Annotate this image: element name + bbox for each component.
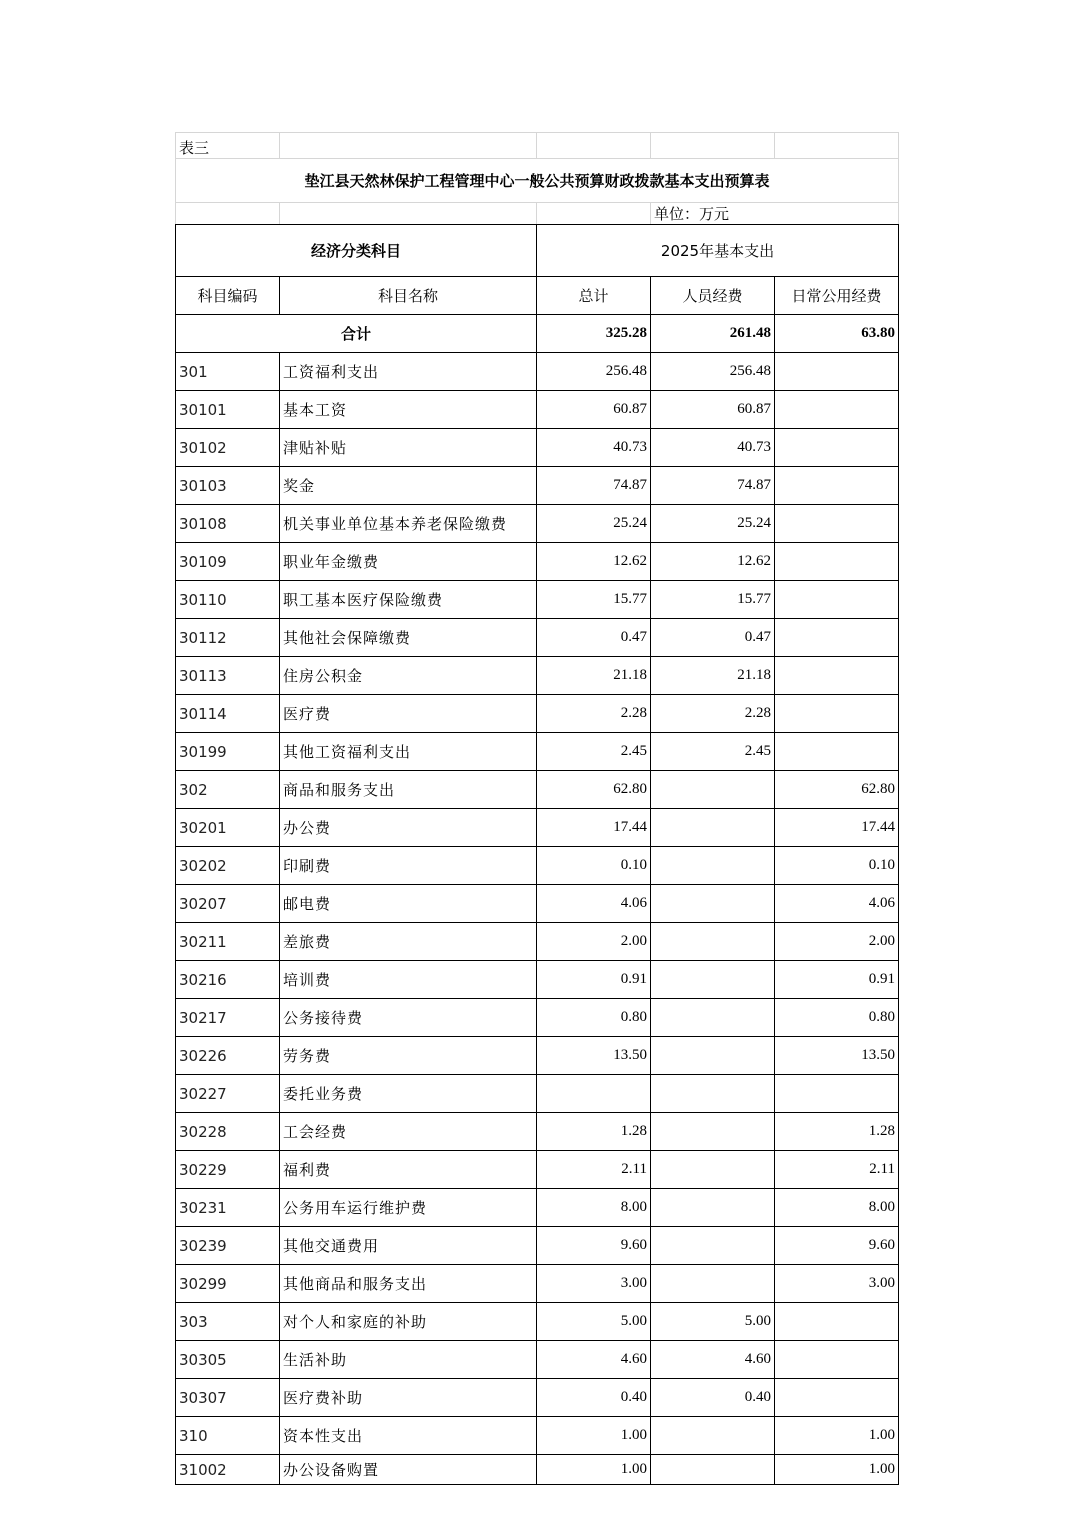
row-code: 30112 [176, 619, 280, 657]
row-personnel [651, 961, 775, 999]
row-code: 30228 [176, 1113, 280, 1151]
row-public: 3.00 [775, 1265, 899, 1303]
table-row [176, 1455, 899, 1485]
row-public: 13.50 [775, 1037, 899, 1075]
row-total: 0.40 [537, 1379, 651, 1417]
table-row [176, 467, 899, 505]
row-total: 12.62 [537, 543, 651, 581]
row-name: 其他交通费用 [280, 1227, 537, 1265]
row-public [775, 657, 899, 695]
column-header-row [176, 277, 899, 315]
row-public [775, 505, 899, 543]
table-row [176, 581, 899, 619]
row-total: 1.28 [537, 1113, 651, 1151]
row-code: 30216 [176, 961, 280, 999]
row-code: 301 [176, 353, 280, 391]
column-header-personnel: 人员经费 [651, 277, 775, 315]
row-name: 职业年金缴费 [280, 543, 537, 581]
row-total: 25.24 [537, 505, 651, 543]
row-personnel: 2.28 [651, 695, 775, 733]
column-header-name: 科目名称 [280, 277, 537, 315]
row-total: 2.11 [537, 1151, 651, 1189]
row-personnel: 256.48 [651, 353, 775, 391]
row-personnel [651, 1037, 775, 1075]
row-name: 培训费 [280, 961, 537, 999]
row-total: 256.48 [537, 353, 651, 391]
category-group-header: 经济分类科目 [176, 225, 537, 277]
row-personnel: 0.40 [651, 1379, 775, 1417]
row-personnel: 0.47 [651, 619, 775, 657]
row-code: 30307 [176, 1379, 280, 1417]
row-total: 2.00 [537, 923, 651, 961]
row-public: 62.80 [775, 771, 899, 809]
row-personnel [651, 885, 775, 923]
table-row [176, 657, 899, 695]
row-personnel: 5.00 [651, 1303, 775, 1341]
row-code: 30114 [176, 695, 280, 733]
table-row [176, 885, 899, 923]
row-code: 310 [176, 1417, 280, 1455]
row-personnel: 25.24 [651, 505, 775, 543]
row-name: 资本性支出 [280, 1417, 537, 1455]
row-total: 15.77 [537, 581, 651, 619]
column-header-code: 科目编码 [176, 277, 280, 315]
row-public: 0.80 [775, 999, 899, 1037]
row-code: 30113 [176, 657, 280, 695]
table-row [176, 1113, 899, 1151]
row-total: 4.06 [537, 885, 651, 923]
row-public [775, 581, 899, 619]
row-personnel: 15.77 [651, 581, 775, 619]
row-total: 60.87 [537, 391, 651, 429]
unit-row [176, 203, 899, 225]
row-personnel [651, 1151, 775, 1189]
row-public [775, 733, 899, 771]
row-name: 商品和服务支出 [280, 771, 537, 809]
row-name: 办公费 [280, 809, 537, 847]
row-public [775, 1303, 899, 1341]
row-public [775, 619, 899, 657]
row-name: 公务接待费 [280, 999, 537, 1037]
row-personnel [651, 1227, 775, 1265]
table-row [176, 1265, 899, 1303]
table-row [176, 1151, 899, 1189]
table-row [176, 505, 899, 543]
row-public: 1.00 [775, 1455, 899, 1485]
row-public [775, 1075, 899, 1113]
row-personnel [651, 999, 775, 1037]
row-name: 津贴补贴 [280, 429, 537, 467]
row-name: 生活补助 [280, 1341, 537, 1379]
table-row [176, 999, 899, 1037]
table-row [176, 847, 899, 885]
row-code: 30305 [176, 1341, 280, 1379]
row-name: 邮电费 [280, 885, 537, 923]
row-personnel [651, 1417, 775, 1455]
total-label: 合计 [176, 315, 537, 353]
table-row [176, 429, 899, 467]
row-personnel: 40.73 [651, 429, 775, 467]
row-personnel: 60.87 [651, 391, 775, 429]
row-personnel [651, 1455, 775, 1485]
row-personnel [651, 847, 775, 885]
table-row [176, 353, 899, 391]
row-total: 3.00 [537, 1265, 651, 1303]
row-name: 印刷费 [280, 847, 537, 885]
row-public: 0.91 [775, 961, 899, 999]
row-name: 差旅费 [280, 923, 537, 961]
row-total: 9.60 [537, 1227, 651, 1265]
row-code: 30199 [176, 733, 280, 771]
row-total: 4.60 [537, 1341, 651, 1379]
table-row [176, 923, 899, 961]
row-code: 303 [176, 1303, 280, 1341]
row-name: 劳务费 [280, 1037, 537, 1075]
row-total: 0.80 [537, 999, 651, 1037]
table-row [176, 391, 899, 429]
row-name: 公务用车运行维护费 [280, 1189, 537, 1227]
budget-table [175, 132, 899, 1485]
table-row [176, 961, 899, 999]
row-code: 30108 [176, 505, 280, 543]
row-code: 30229 [176, 1151, 280, 1189]
row-total: 5.00 [537, 1303, 651, 1341]
table-row [176, 1303, 899, 1341]
row-name: 其他社会保障缴费 [280, 619, 537, 657]
row-code: 30102 [176, 429, 280, 467]
table-row [176, 619, 899, 657]
row-code: 30109 [176, 543, 280, 581]
table-row [176, 809, 899, 847]
row-personnel [651, 1075, 775, 1113]
row-public: 4.06 [775, 885, 899, 923]
row-public [775, 695, 899, 733]
row-total: 74.87 [537, 467, 651, 505]
row-name: 医疗费 [280, 695, 537, 733]
budget-table-body [176, 133, 899, 1485]
row-code: 30231 [176, 1189, 280, 1227]
row-code: 30226 [176, 1037, 280, 1075]
row-public: 8.00 [775, 1189, 899, 1227]
row-public [775, 391, 899, 429]
row-personnel: 2.45 [651, 733, 775, 771]
row-total: 62.80 [537, 771, 651, 809]
row-total: 0.47 [537, 619, 651, 657]
group-header-row [176, 225, 899, 277]
row-total: 2.28 [537, 695, 651, 733]
row-public: 17.44 [775, 809, 899, 847]
row-code: 302 [176, 771, 280, 809]
row-name: 其他工资福利支出 [280, 733, 537, 771]
row-public [775, 1341, 899, 1379]
row-name: 奖金 [280, 467, 537, 505]
row-code: 30299 [176, 1265, 280, 1303]
row-public: 2.11 [775, 1151, 899, 1189]
row-public: 2.00 [775, 923, 899, 961]
row-name: 机关事业单位基本养老保险缴费 [280, 505, 537, 543]
total-public: 63.80 [775, 315, 899, 353]
row-name: 职工基本医疗保险缴费 [280, 581, 537, 619]
row-public [775, 429, 899, 467]
table-row [176, 1417, 899, 1455]
table-tag: 表三 [176, 133, 280, 159]
row-total: 17.44 [537, 809, 651, 847]
row-code: 30110 [176, 581, 280, 619]
row-personnel [651, 1113, 775, 1151]
row-total: 40.73 [537, 429, 651, 467]
row-total [537, 1075, 651, 1113]
row-name: 其他商品和服务支出 [280, 1265, 537, 1303]
row-total: 13.50 [537, 1037, 651, 1075]
row-public [775, 1379, 899, 1417]
row-code: 30202 [176, 847, 280, 885]
table-row [176, 1037, 899, 1075]
row-personnel [651, 1265, 775, 1303]
row-public: 9.60 [775, 1227, 899, 1265]
row-name: 基本工资 [280, 391, 537, 429]
row-personnel: 4.60 [651, 1341, 775, 1379]
table-row [176, 543, 899, 581]
row-total: 21.18 [537, 657, 651, 695]
table-row [176, 1075, 899, 1113]
row-total: 0.91 [537, 961, 651, 999]
row-code: 30227 [176, 1075, 280, 1113]
row-code: 30207 [176, 885, 280, 923]
row-public [775, 467, 899, 505]
table-row [176, 1379, 899, 1417]
row-code: 30217 [176, 999, 280, 1037]
row-total: 1.00 [537, 1417, 651, 1455]
row-code: 30103 [176, 467, 280, 505]
table-row [176, 1227, 899, 1265]
row-personnel: 12.62 [651, 543, 775, 581]
row-public [775, 353, 899, 391]
total-amount: 325.28 [537, 315, 651, 353]
tag-row [176, 133, 899, 159]
total-personnel: 261.48 [651, 315, 775, 353]
row-total: 2.45 [537, 733, 651, 771]
row-name: 委托业务费 [280, 1075, 537, 1113]
row-personnel: 74.87 [651, 467, 775, 505]
row-name: 工会经费 [280, 1113, 537, 1151]
unit-label: 单位：万元 [651, 203, 899, 225]
table-row [176, 771, 899, 809]
row-personnel [651, 771, 775, 809]
row-public [775, 543, 899, 581]
row-total: 1.00 [537, 1455, 651, 1485]
row-total: 8.00 [537, 1189, 651, 1227]
row-name: 对个人和家庭的补助 [280, 1303, 537, 1341]
row-name: 福利费 [280, 1151, 537, 1189]
row-personnel [651, 809, 775, 847]
row-total: 0.10 [537, 847, 651, 885]
row-code: 31002 [176, 1455, 280, 1485]
row-name: 住房公积金 [280, 657, 537, 695]
column-header-total: 总计 [537, 277, 651, 315]
row-name: 工资福利支出 [280, 353, 537, 391]
table-row [176, 695, 899, 733]
row-personnel [651, 923, 775, 961]
page-title: 垫江县天然林保护工程管理中心一般公共预算财政拨款基本支出预算表 [176, 159, 899, 203]
row-code: 30201 [176, 809, 280, 847]
column-header-public: 日常公用经费 [775, 277, 899, 315]
row-name: 办公设备购置 [280, 1455, 537, 1485]
row-personnel [651, 1189, 775, 1227]
table-row [176, 1341, 899, 1379]
title-row [176, 159, 899, 203]
row-public: 1.00 [775, 1417, 899, 1455]
row-code: 30211 [176, 923, 280, 961]
table-row [176, 733, 899, 771]
row-public: 0.10 [775, 847, 899, 885]
table-row [176, 1189, 899, 1227]
row-public: 1.28 [775, 1113, 899, 1151]
row-personnel: 21.18 [651, 657, 775, 695]
row-code: 30101 [176, 391, 280, 429]
row-name: 医疗费补助 [280, 1379, 537, 1417]
basic-expenditure-group-header: 2025年基本支出 [537, 225, 899, 277]
total-row [176, 315, 899, 353]
row-code: 30239 [176, 1227, 280, 1265]
